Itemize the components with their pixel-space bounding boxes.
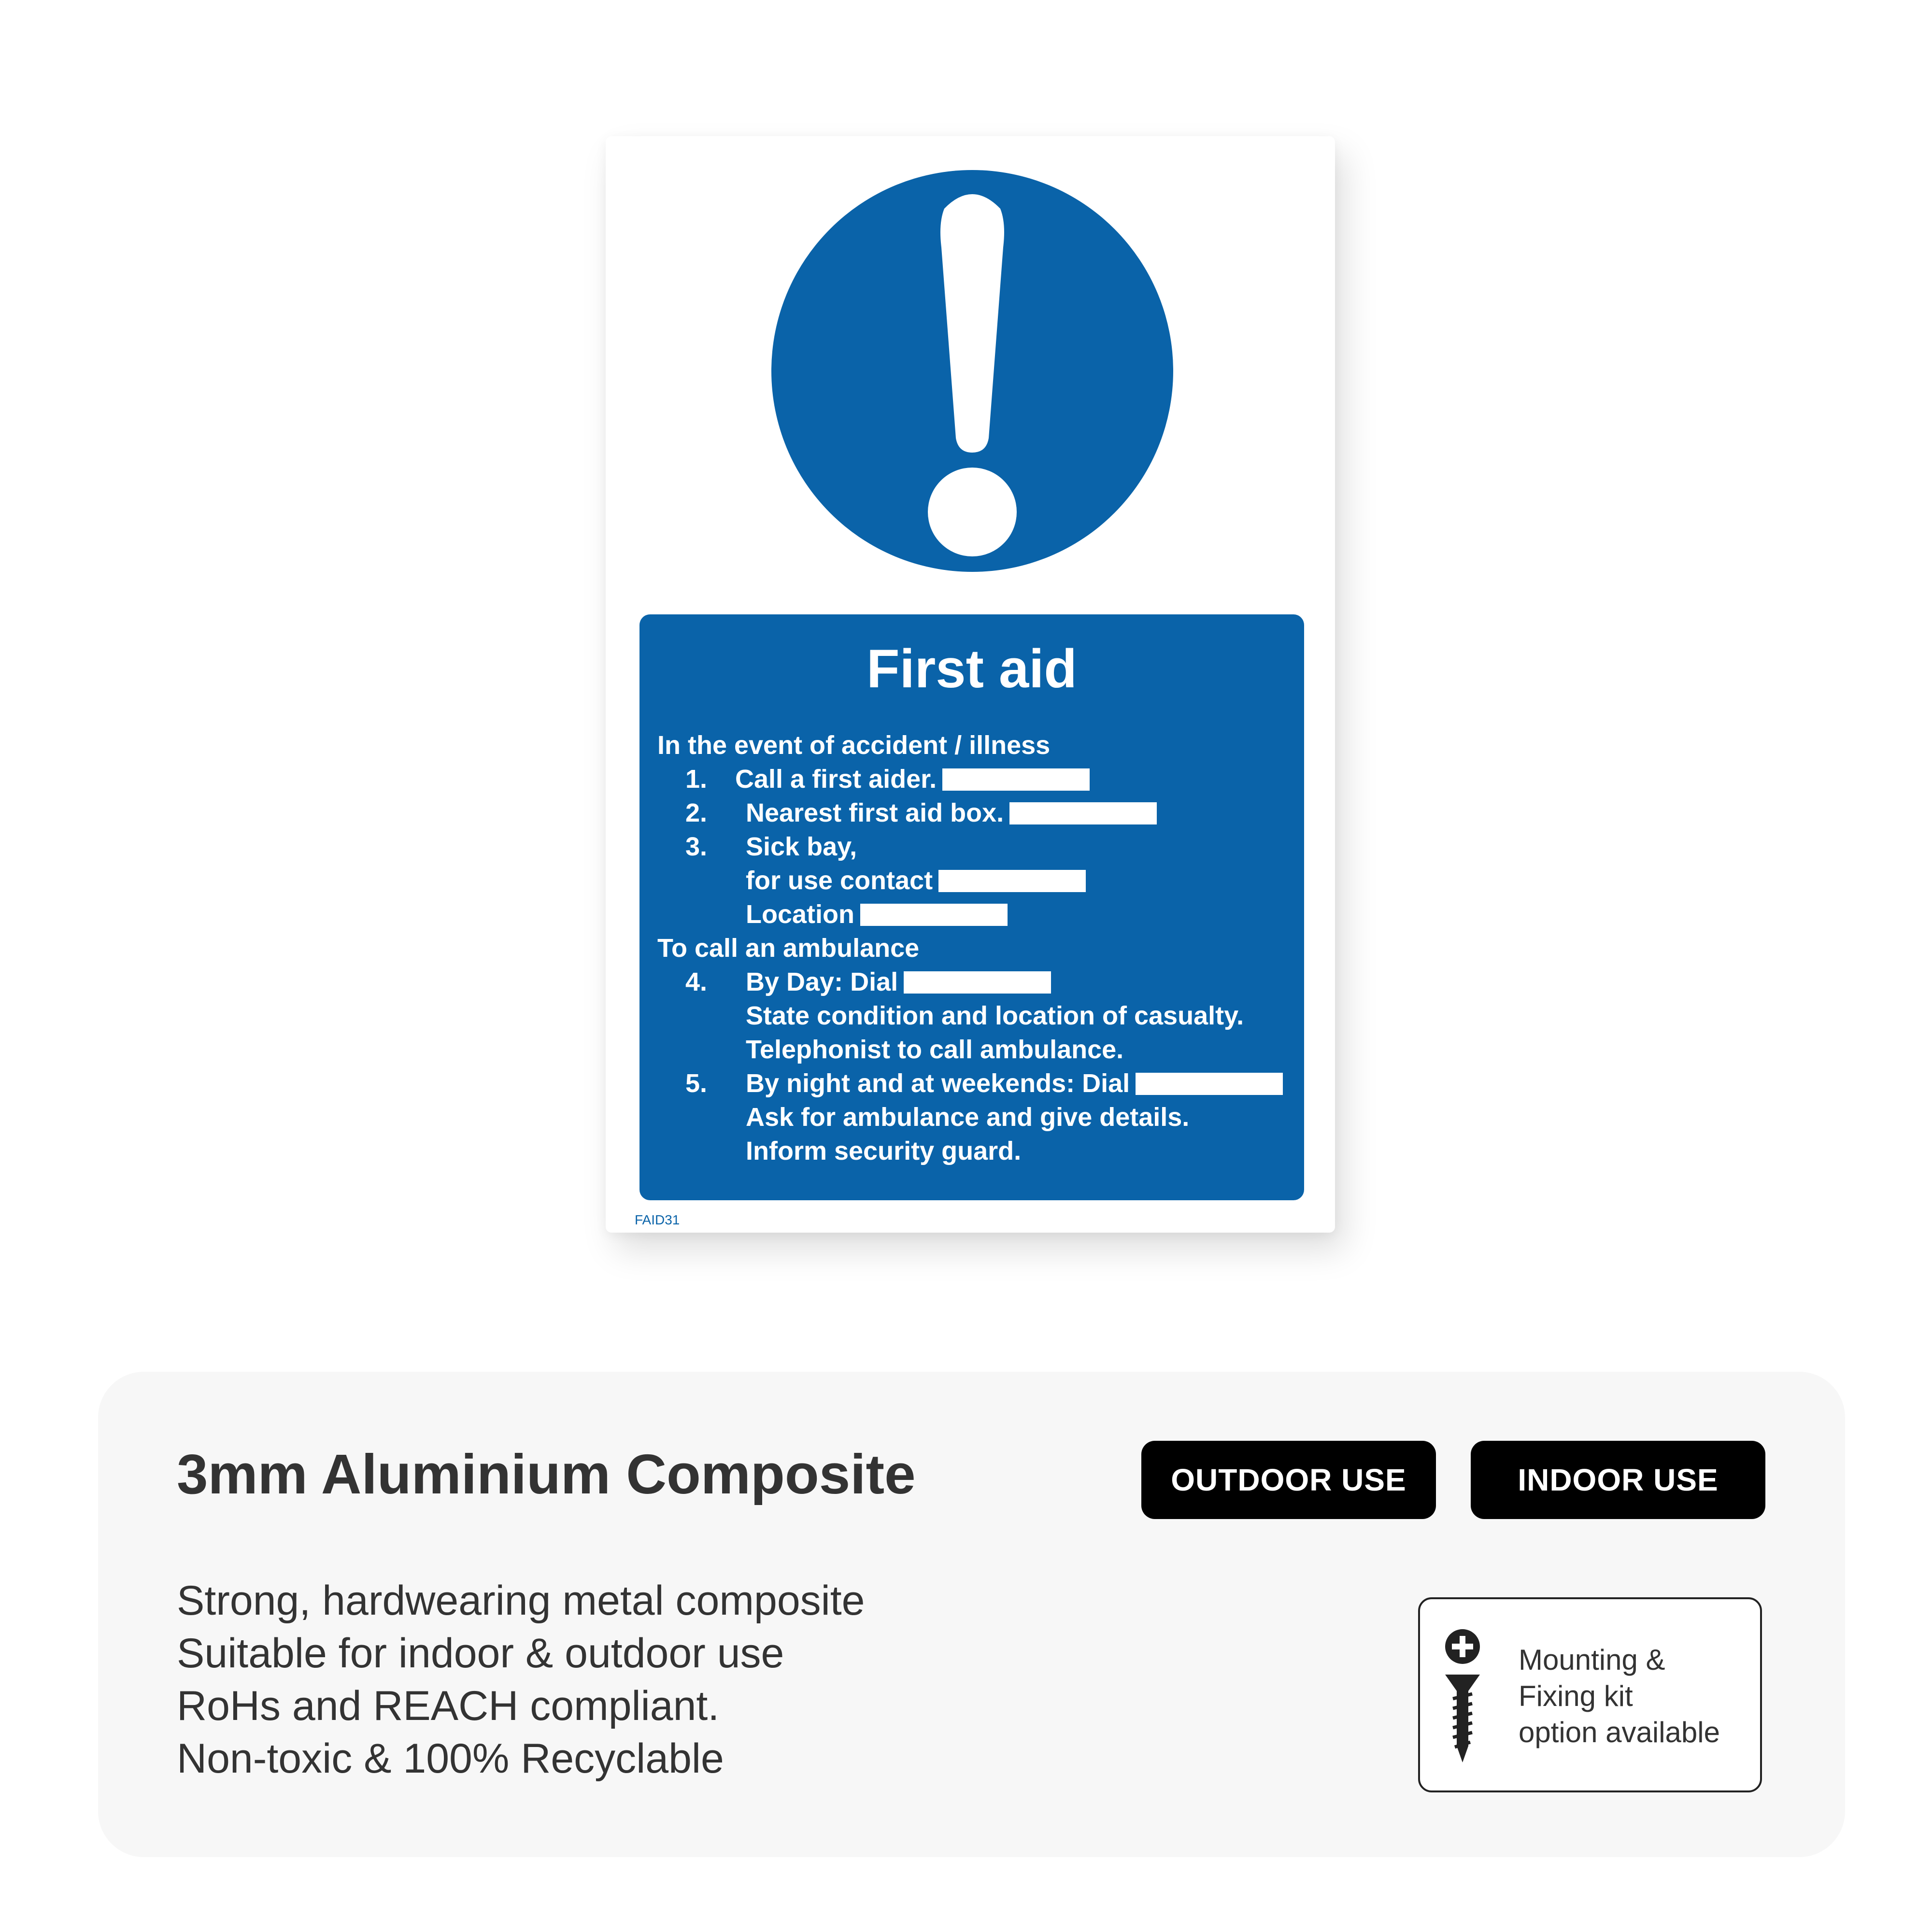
- feature-item: Strong, hardwearing metal composite: [177, 1577, 865, 1624]
- step-text: Sick bay,: [746, 832, 857, 861]
- step-number: 5.: [685, 1069, 708, 1098]
- outdoor-use-badge[interactable]: OUTDOOR USE: [1141, 1441, 1436, 1519]
- fill-in-blank: [942, 768, 1090, 791]
- screw-icon: [1443, 1628, 1482, 1763]
- ambulance-heading: To call an ambulance: [657, 934, 920, 963]
- step-text: Nearest first aid box.: [746, 797, 1157, 829]
- kit-line: Fixing kit: [1519, 1680, 1633, 1712]
- step-number: 1.: [685, 765, 708, 794]
- fill-in-blank: [1136, 1073, 1283, 1095]
- step-text: By Day: Dial: [746, 966, 1051, 998]
- fill-in-blank: [860, 904, 1008, 926]
- fill-in-blank: [938, 870, 1086, 892]
- step-text: Call a first aider.: [735, 763, 1090, 795]
- step-text: for use contact: [746, 865, 1086, 896]
- step-text: Inform security guard.: [746, 1136, 1022, 1165]
- step-text: By night and at weekends: Dial: [746, 1067, 1283, 1099]
- indoor-use-badge[interactable]: INDOOR USE: [1471, 1441, 1765, 1519]
- step-text: Ask for ambulance and give details.: [746, 1103, 1190, 1132]
- step-text: Telephonist to call ambulance.: [746, 1035, 1124, 1064]
- product-sign: [606, 136, 1335, 1233]
- mounting-kit-text: [1519, 1642, 1720, 1750]
- fill-in-blank: [1009, 802, 1157, 824]
- feature-list: [177, 1575, 865, 1785]
- feature-item: RoHs and REACH compliant.: [177, 1683, 720, 1729]
- sign-title: First aid: [867, 639, 1077, 699]
- step-number: 3.: [685, 832, 708, 861]
- kit-line: Mounting &: [1519, 1644, 1665, 1676]
- fill-in-blank: [904, 971, 1051, 994]
- step-number: 2.: [685, 798, 708, 827]
- step-text: State condition and location of casualty.: [746, 1001, 1244, 1030]
- step-text: Location: [746, 898, 1008, 930]
- intro-text: In the event of accident / illness: [657, 731, 1051, 760]
- step-number: 4.: [685, 967, 708, 996]
- instruction-panel: [639, 614, 1304, 1200]
- sign-code: FAID31: [635, 1212, 680, 1227]
- exclamation-mandatory-icon: [771, 170, 1173, 572]
- material-title: 3mm Aluminium Composite: [177, 1443, 916, 1506]
- product-info-card: [98, 1372, 1845, 1857]
- feature-item: Non-toxic & 100% Recyclable: [177, 1735, 724, 1782]
- feature-item: Suitable for indoor & outdoor use: [177, 1630, 784, 1676]
- mounting-kit-option[interactable]: [1418, 1597, 1762, 1792]
- kit-line: option available: [1519, 1716, 1720, 1748]
